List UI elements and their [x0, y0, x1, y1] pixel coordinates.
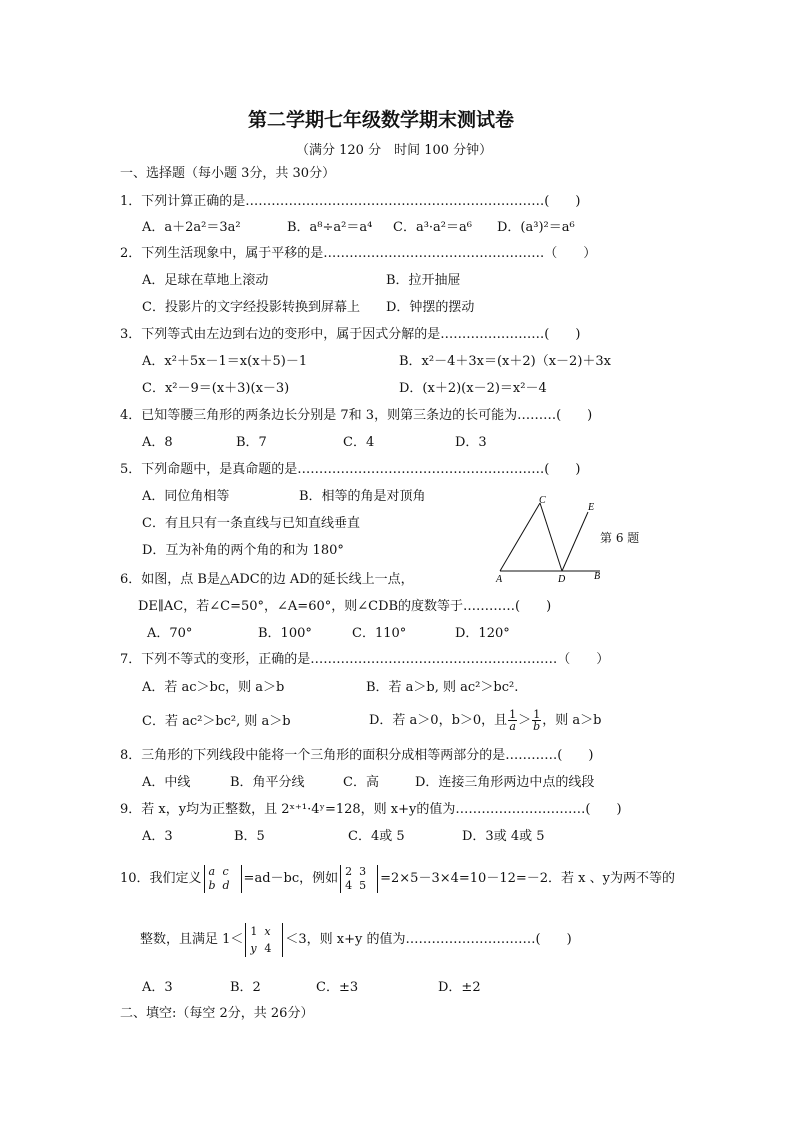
question-2-option-c: C．投影片的文字经投影转换到屏幕上 — [142, 300, 360, 315]
fraction-denominator: a — [509, 720, 516, 733]
question-9-option-d: D．3或 4或 5 — [462, 829, 545, 844]
question-7-option-b: B．若 a＞b, 则 ac²＞bc². — [366, 680, 519, 695]
det-cell: 4 — [264, 941, 272, 955]
segment-ac — [500, 503, 540, 571]
question-10-line2 — [140, 920, 572, 960]
det-cell: d — [222, 878, 230, 892]
question-7-stem: 7．下列不等式的变形，正确的是…………………………………………………（ ） — [120, 652, 610, 667]
question-4-option-d: D．3 — [455, 435, 487, 450]
determinant-condition — [245, 923, 283, 957]
question-5-option-b: B．相等的角是对顶角 — [299, 489, 426, 504]
question-10-option-a: A．3 — [142, 980, 173, 995]
question-7-option-c: C．若 ac²＞bc², 则 a＞b — [142, 714, 291, 729]
det-cell: 5 — [359, 878, 367, 892]
label-b: B — [594, 571, 601, 582]
label-c: C — [539, 495, 546, 506]
det-cell: 3 — [359, 864, 367, 878]
question-2-stem: 2．下列生活现象中，属于平移的是……………………………………………（ ） — [120, 246, 597, 261]
question-10-option-c: C．±3 — [316, 980, 359, 995]
segment-de — [562, 512, 588, 571]
det-cell: x — [264, 924, 271, 938]
question-4-option-c: C．4 — [343, 435, 375, 450]
det-cell: c — [222, 864, 229, 878]
question-5-option-d: D．互为补角的两个角的和为 180° — [142, 543, 344, 558]
greater-than-sign: ＞ — [518, 713, 532, 728]
question-10-line2-pre: 整数，且满足 1＜ — [140, 932, 244, 947]
question-7-option-a: A．若 ac＞bc，则 a＞b — [142, 680, 285, 695]
question-6-option-b: B．100° — [258, 626, 312, 641]
question-3-option-c: C．x²－9＝(x＋3)(x－3) — [142, 381, 290, 396]
question-3-option-b: B．x²－4＋3x＝(x＋2)（x－2)＋3x — [399, 354, 611, 369]
determinant-example — [340, 865, 378, 893]
question-9-stem: 9．若 x，y均为正整数，且 2ˣ⁺¹·4ʸ=128，则 x+y的值为…………………………( ) — [120, 802, 622, 817]
question-1-option-a: A．a＋2a²＝3a² — [142, 220, 241, 235]
question-10-mid2: =2×5－3×4=10－12=－2．若 x 、y为两不等的 — [380, 871, 675, 886]
question-5-stem: 5．下列命题中，是真命题的是…………………………………………………( ) — [120, 462, 581, 477]
figure-6-caption: 第 6 题 — [600, 531, 640, 545]
det-cell: b — [208, 878, 216, 892]
fraction-1-over-b — [532, 709, 541, 732]
question-6-option-d: D．120° — [455, 626, 510, 641]
question-10-option-d: D．±2 — [438, 980, 481, 995]
page-title: 第二学期七年级数学期末测试卷 — [248, 109, 515, 131]
question-7-option-d-post: ，则 a＞b — [542, 713, 602, 728]
label-e: E — [588, 502, 595, 513]
label-a: A — [496, 574, 503, 585]
question-6-stem-line1: 6．如图，点 B是△ADC的边 AD的延长线上一点， — [120, 572, 414, 587]
section-heading-fill-in: 二、填空:（每空 2分，共 26分） — [120, 1006, 314, 1021]
question-7-option-d-pre: D．若 a＞0，b＞0，且 — [369, 713, 508, 728]
det-cell: 1 — [250, 924, 258, 938]
question-4-stem: 4．已知等腰三角形的两条边长分别是 7和 3，则第三条边的长可能为………( ) — [120, 408, 593, 423]
question-2-option-a: A．足球在草地上滚动 — [142, 273, 269, 288]
question-8-stem: 8．三角形的下列线段中能将一个三角形的面积分成相等两部分的是…………( ) — [120, 748, 594, 763]
question-2-option-d: D．钟摆的摆动 — [386, 300, 475, 315]
det-cell: 4 — [345, 878, 353, 892]
page-subtitle: （满分 120 分 时间 100 分钟） — [296, 143, 493, 158]
question-3-stem: 3．下列等式由左边到右边的变形中，属于因式分解的是……………………( ) — [120, 327, 581, 342]
det-cell: a — [208, 864, 216, 878]
question-3-option-a: A．x²＋5x－1＝x(x＋5)－1 — [142, 354, 308, 369]
question-10-line2-post: ＜3，则 x+y 的值为…………………………( ) — [285, 932, 572, 947]
question-7-option-d — [369, 706, 601, 736]
question-8-option-b: B．角平分线 — [230, 775, 305, 790]
fraction-numerator: 1 — [533, 708, 541, 721]
fraction-1-over-a — [508, 709, 517, 732]
question-4-option-b: B．7 — [236, 435, 267, 450]
question-3-option-d: D．(x＋2)(x－2)＝x²－4 — [399, 381, 547, 396]
question-9-option-a: A．3 — [142, 829, 173, 844]
determinant-abcd — [204, 865, 242, 893]
question-1-option-c: C．a³·a²＝a⁶ — [393, 220, 472, 235]
question-6-stem-line2: DE∥AC，若∠C=50°，∠A=60°，则∠CDB的度数等于…………( ) — [138, 599, 552, 614]
question-8-option-c: C．高 — [343, 775, 379, 790]
question-10-line1 — [120, 861, 675, 897]
fraction-denominator: b — [533, 720, 541, 733]
question-1-stem: 1．下列计算正确的是……………………………………………………………( ) — [120, 194, 581, 209]
question-8-option-d: D．连接三角形两边中点的线段 — [415, 775, 595, 790]
question-5-option-a: A．同位角相等 — [142, 489, 230, 504]
question-1-option-d: D．(a³)²＝a⁶ — [497, 220, 575, 235]
segment-cd — [540, 503, 562, 571]
label-d: D — [558, 574, 566, 585]
question-5-option-c: C．有且只有一条直线与已知直线垂直 — [142, 516, 360, 531]
question-1-option-b: B．a⁸÷a²＝a⁴ — [287, 220, 373, 235]
question-4-option-a: A．8 — [142, 435, 173, 450]
question-9-option-c: C．4或 5 — [348, 829, 405, 844]
question-6-option-a: A．70° — [147, 626, 193, 641]
det-cell: 2 — [345, 864, 353, 878]
question-10-mid1: =ad－bc，例如 — [243, 871, 339, 886]
question-8-option-a: A．中线 — [142, 775, 191, 790]
section-heading-choice: 一、选择题（每小题 3分，共 30分） — [120, 166, 336, 181]
question-10-pre: 10．我们定义 — [120, 871, 202, 886]
det-cell: y — [250, 941, 257, 955]
question-10-option-b: B．2 — [230, 980, 261, 995]
question-2-option-b: B．拉开抽屉 — [386, 273, 461, 288]
question-6-option-c: C．110° — [352, 626, 407, 641]
fraction-numerator: 1 — [509, 708, 517, 721]
question-9-option-b: B．5 — [234, 829, 265, 844]
